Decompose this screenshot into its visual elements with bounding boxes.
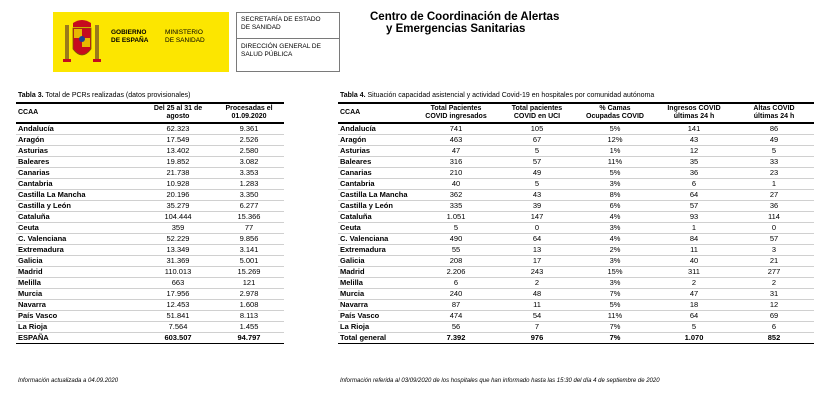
region-name: La Rioja — [338, 322, 414, 333]
admitted-value: 1.051 — [414, 212, 498, 223]
table-row — [338, 267, 814, 278]
department-box — [236, 12, 340, 72]
icu-value: 105 — [498, 123, 576, 135]
table3-title: Tabla 3. Total de PCRs realizadas (datos provisionales) — [18, 92, 191, 99]
admissions-24h-value: 36 — [654, 168, 734, 179]
beds-pct-value: 11% — [576, 311, 654, 322]
pcr-week-value: 7.564 — [142, 322, 214, 333]
pcr-processed-value: 1.455 — [214, 322, 284, 333]
column-header-beds-pct: % Camas Ocupadas COVID — [576, 103, 654, 123]
total-label: Total general — [338, 333, 414, 344]
icu-value: 57 — [498, 157, 576, 168]
icu-value: 64 — [498, 234, 576, 245]
region-name: Cataluña — [338, 212, 414, 223]
pcr-processed-value: 3.082 — [214, 157, 284, 168]
total-admitted-value: 7.392 — [414, 333, 498, 344]
icu-value: 243 — [498, 267, 576, 278]
pcr-week-value: 35.279 — [142, 201, 214, 212]
table-row — [16, 278, 284, 289]
table-row — [16, 135, 284, 146]
admitted-value: 55 — [414, 245, 498, 256]
admissions-24h-value: 12 — [654, 146, 734, 157]
coat-of-arms-icon — [61, 17, 103, 67]
government-logo — [53, 12, 229, 72]
admissions-24h-value: 35 — [654, 157, 734, 168]
admissions-24h-value: 43 — [654, 135, 734, 146]
total-discharges-24h-value: 852 — [734, 333, 814, 344]
admitted-value: 87 — [414, 300, 498, 311]
discharges-24h-value: 2 — [734, 278, 814, 289]
beds-pct-value: 6% — [576, 201, 654, 212]
admissions-24h-value: 11 — [654, 245, 734, 256]
table-row — [16, 245, 284, 256]
beds-pct-value: 3% — [576, 179, 654, 190]
table3-note: Información actualizada a 04.09.2020 — [18, 378, 119, 384]
region-name: Galicia — [338, 256, 414, 267]
table-row — [338, 190, 814, 201]
region-name: Aragón — [16, 135, 142, 146]
table-row — [16, 157, 284, 168]
pcr-week-value: 13.402 — [142, 146, 214, 157]
pcr-processed-value: 15.269 — [214, 267, 284, 278]
pcr-processed-value: 6.277 — [214, 201, 284, 212]
admissions-24h-value: 18 — [654, 300, 734, 311]
beds-pct-value: 1% — [576, 146, 654, 157]
region-name: Melilla — [338, 278, 414, 289]
icu-value: 39 — [498, 201, 576, 212]
admitted-value: 210 — [414, 168, 498, 179]
beds-pct-value: 7% — [576, 322, 654, 333]
region-name: Andalucía — [338, 123, 414, 135]
table-row — [16, 212, 284, 223]
icu-value: 54 — [498, 311, 576, 322]
region-name: Murcia — [338, 289, 414, 300]
discharges-24h-value: 33 — [734, 157, 814, 168]
beds-pct-value: 3% — [576, 223, 654, 234]
table-total-row — [16, 333, 284, 344]
table-row — [16, 179, 284, 190]
discharges-24h-value: 23 — [734, 168, 814, 179]
table-row — [16, 123, 284, 135]
region-name: Ceuta — [16, 223, 142, 234]
pcr-processed-value: 121 — [214, 278, 284, 289]
region-name: País Vasco — [16, 311, 142, 322]
admissions-24h-value: 93 — [654, 212, 734, 223]
discharges-24h-value: 49 — [734, 135, 814, 146]
table-row — [338, 245, 814, 256]
column-header-ccaa: CCAA — [338, 103, 414, 123]
directorate-name: DIRECCIÓN GENERAL DE SALUD PÚBLICA — [241, 43, 321, 58]
admitted-value: 335 — [414, 201, 498, 212]
admissions-24h-value: 64 — [654, 190, 734, 201]
pcr-week-value: 17.549 — [142, 135, 214, 146]
discharges-24h-value: 6 — [734, 322, 814, 333]
table-row — [338, 311, 814, 322]
table-row — [338, 223, 814, 234]
pcr-week-value: 62.323 — [142, 123, 214, 135]
table-row — [16, 234, 284, 245]
column-header-week: Del 25 al 31 de agosto — [142, 103, 214, 123]
pcr-processed-value: 9.361 — [214, 123, 284, 135]
secretariat-name: SECRETARÍA DE ESTADO DE SANIDAD — [237, 13, 339, 39]
admissions-24h-value: 84 — [654, 234, 734, 245]
icu-value: 7 — [498, 322, 576, 333]
table-row — [338, 322, 814, 333]
pcr-processed-value: 3.353 — [214, 168, 284, 179]
icu-value: 43 — [498, 190, 576, 201]
column-header-admitted: Total Pacientes COVID ingresados — [414, 103, 498, 123]
admissions-24h-value: 141 — [654, 123, 734, 135]
region-name: Canarias — [338, 168, 414, 179]
pcr-week-value: 10.928 — [142, 179, 214, 190]
discharges-24h-value: 5 — [734, 146, 814, 157]
beds-pct-value: 8% — [576, 190, 654, 201]
icu-value: 48 — [498, 289, 576, 300]
table-row — [16, 146, 284, 157]
table-row — [338, 123, 814, 135]
region-name: Castilla y León — [338, 201, 414, 212]
icu-value: 5 — [498, 179, 576, 190]
discharges-24h-value: 21 — [734, 256, 814, 267]
table4-note: Información referida al 03/09/2020 de los hospitales que han informado hasta las 15:30 del día 4 de septiembre de 2020 — [340, 378, 660, 384]
discharges-24h-value: 0 — [734, 223, 814, 234]
pcr-week-value: 17.956 — [142, 289, 214, 300]
pcr-processed-value: 1.283 — [214, 179, 284, 190]
admitted-value: 362 — [414, 190, 498, 201]
discharges-24h-value: 69 — [734, 311, 814, 322]
beds-pct-value: 12% — [576, 135, 654, 146]
beds-pct-value: 5% — [576, 123, 654, 135]
beds-pct-value: 5% — [576, 300, 654, 311]
icu-value: 147 — [498, 212, 576, 223]
region-name: Navarra — [338, 300, 414, 311]
pcr-processed-value: 5.001 — [214, 256, 284, 267]
icu-value: 2 — [498, 278, 576, 289]
table-row — [338, 168, 814, 179]
admissions-24h-value: 6 — [654, 179, 734, 190]
table-row — [16, 300, 284, 311]
table-row — [16, 267, 284, 278]
total-processed-value: 94.797 — [214, 333, 284, 344]
pcr-processed-value: 2.978 — [214, 289, 284, 300]
discharges-24h-value: 27 — [734, 190, 814, 201]
region-name: Extremadura — [338, 245, 414, 256]
table-row — [338, 289, 814, 300]
discharges-24h-value: 114 — [734, 212, 814, 223]
region-name: Melilla — [16, 278, 142, 289]
beds-pct-value: 3% — [576, 278, 654, 289]
pcr-week-value: 51.841 — [142, 311, 214, 322]
region-name: La Rioja — [16, 322, 142, 333]
region-name: Castilla La Mancha — [16, 190, 142, 201]
table-row — [16, 168, 284, 179]
discharges-24h-value: 57 — [734, 234, 814, 245]
region-name: Extremadura — [16, 245, 142, 256]
table-row — [338, 300, 814, 311]
region-name: Castilla La Mancha — [338, 190, 414, 201]
icu-value: 5 — [498, 146, 576, 157]
pcr-week-value: 359 — [142, 223, 214, 234]
pcr-processed-value: 2.580 — [214, 146, 284, 157]
region-name: País Vasco — [338, 311, 414, 322]
admitted-value: 40 — [414, 179, 498, 190]
region-name: Galicia — [16, 256, 142, 267]
table4-title: Tabla 4. Situación capacidad asistencial y actividad Covid-19 en hospitales por comunidad autónoma — [340, 92, 655, 99]
pcr-processed-value: 77 — [214, 223, 284, 234]
pcr-week-value: 104.444 — [142, 212, 214, 223]
table-row — [338, 256, 814, 267]
total-beds-pct-value: 7% — [576, 333, 654, 344]
region-name: C. Valenciana — [16, 234, 142, 245]
pcr-processed-value: 3.350 — [214, 190, 284, 201]
admitted-value: 6 — [414, 278, 498, 289]
page-title: Centro de Coordinación de Alertas y Emergencias Sanitarias — [370, 11, 560, 35]
region-name: Aragón — [338, 135, 414, 146]
table-row — [338, 135, 814, 146]
admissions-24h-value: 40 — [654, 256, 734, 267]
pcr-processed-value: 15.366 — [214, 212, 284, 223]
table-header-row — [338, 103, 814, 123]
discharges-24h-value: 31 — [734, 289, 814, 300]
admissions-24h-value: 5 — [654, 322, 734, 333]
column-header-ccaa: CCAA — [16, 103, 142, 123]
total-label: ESPAÑA — [16, 333, 142, 344]
beds-pct-value: 7% — [576, 289, 654, 300]
region-name: Navarra — [16, 300, 142, 311]
admissions-24h-value: 1 — [654, 223, 734, 234]
table-row — [16, 223, 284, 234]
region-name: Madrid — [338, 267, 414, 278]
beds-pct-value: 4% — [576, 212, 654, 223]
beds-pct-value: 3% — [576, 256, 654, 267]
region-name: Asturias — [338, 146, 414, 157]
table-row — [16, 190, 284, 201]
column-header-discharges-24h: Altas COVID últimas 24 h — [734, 103, 814, 123]
admitted-value: 741 — [414, 123, 498, 135]
discharges-24h-value: 1 — [734, 179, 814, 190]
admissions-24h-value: 311 — [654, 267, 734, 278]
region-name: Castilla y León — [16, 201, 142, 212]
total-admissions-24h-value: 1.070 — [654, 333, 734, 344]
region-name: C. Valenciana — [338, 234, 414, 245]
admitted-value: 474 — [414, 311, 498, 322]
admitted-value: 316 — [414, 157, 498, 168]
pcr-week-value: 52.229 — [142, 234, 214, 245]
pcr-week-value: 21.738 — [142, 168, 214, 179]
table-row — [338, 146, 814, 157]
beds-pct-value: 11% — [576, 157, 654, 168]
table-row — [338, 201, 814, 212]
icu-value: 13 — [498, 245, 576, 256]
pcr-processed-value: 2.526 — [214, 135, 284, 146]
hospital-capacity-table — [338, 102, 814, 344]
government-name: GOBIERNO DE ESPAÑA — [111, 29, 149, 44]
admissions-24h-value: 64 — [654, 311, 734, 322]
discharges-24h-value: 36 — [734, 201, 814, 212]
region-name: Asturias — [16, 146, 142, 157]
beds-pct-value: 2% — [576, 245, 654, 256]
beds-pct-value: 15% — [576, 267, 654, 278]
region-name: Cataluña — [16, 212, 142, 223]
pcr-week-value: 20.196 — [142, 190, 214, 201]
admissions-24h-value: 57 — [654, 201, 734, 212]
pcr-week-value: 12.453 — [142, 300, 214, 311]
region-name: Madrid — [16, 267, 142, 278]
admissions-24h-value: 47 — [654, 289, 734, 300]
admitted-value: 240 — [414, 289, 498, 300]
table-row — [16, 311, 284, 322]
admitted-value: 56 — [414, 322, 498, 333]
table-row — [338, 212, 814, 223]
table-row — [16, 322, 284, 333]
table-row — [338, 234, 814, 245]
discharges-24h-value: 3 — [734, 245, 814, 256]
admitted-value: 208 — [414, 256, 498, 267]
table-row — [338, 157, 814, 168]
region-name: Canarias — [16, 168, 142, 179]
region-name: Baleares — [16, 157, 142, 168]
region-name: Cantabria — [338, 179, 414, 190]
icu-value: 0 — [498, 223, 576, 234]
pcr-processed-value: 9.856 — [214, 234, 284, 245]
table-row — [16, 289, 284, 300]
pcr-table — [16, 102, 284, 344]
column-header-icu: Total pacientes COVID en UCI — [498, 103, 576, 123]
table-row — [16, 256, 284, 267]
discharges-24h-value: 12 — [734, 300, 814, 311]
region-name: Andalucía — [16, 123, 142, 135]
pcr-week-value: 663 — [142, 278, 214, 289]
column-header-processed: Procesadas el 01.09.2020 — [214, 103, 284, 123]
region-name: Murcia — [16, 289, 142, 300]
table-row — [16, 201, 284, 212]
icu-value: 49 — [498, 168, 576, 179]
region-name: Ceuta — [338, 223, 414, 234]
ministry-name: MINISTERIO DE SANIDAD — [165, 29, 205, 44]
region-name: Cantabria — [16, 179, 142, 190]
beds-pct-value: 4% — [576, 234, 654, 245]
icu-value: 11 — [498, 300, 576, 311]
admitted-value: 463 — [414, 135, 498, 146]
admitted-value: 2.206 — [414, 267, 498, 278]
beds-pct-value: 5% — [576, 168, 654, 179]
pcr-week-value: 110.013 — [142, 267, 214, 278]
discharges-24h-value: 277 — [734, 267, 814, 278]
pcr-processed-value: 1.608 — [214, 300, 284, 311]
admitted-value: 490 — [414, 234, 498, 245]
admitted-value: 47 — [414, 146, 498, 157]
table-total-row — [338, 333, 814, 344]
pcr-week-value: 13.349 — [142, 245, 214, 256]
total-week-value: 603.507 — [142, 333, 214, 344]
column-header-admissions-24h: Ingresos COVID últimas 24 h — [654, 103, 734, 123]
region-name: Baleares — [338, 157, 414, 168]
pcr-processed-value: 3.141 — [214, 245, 284, 256]
pcr-week-value: 31.369 — [142, 256, 214, 267]
total-icu-value: 976 — [498, 333, 576, 344]
table-row — [338, 179, 814, 190]
discharges-24h-value: 86 — [734, 123, 814, 135]
icu-value: 67 — [498, 135, 576, 146]
admissions-24h-value: 2 — [654, 278, 734, 289]
pcr-processed-value: 8.113 — [214, 311, 284, 322]
admitted-value: 5 — [414, 223, 498, 234]
icu-value: 17 — [498, 256, 576, 267]
table-header-row — [16, 103, 284, 123]
table-row — [338, 278, 814, 289]
pcr-week-value: 19.852 — [142, 157, 214, 168]
